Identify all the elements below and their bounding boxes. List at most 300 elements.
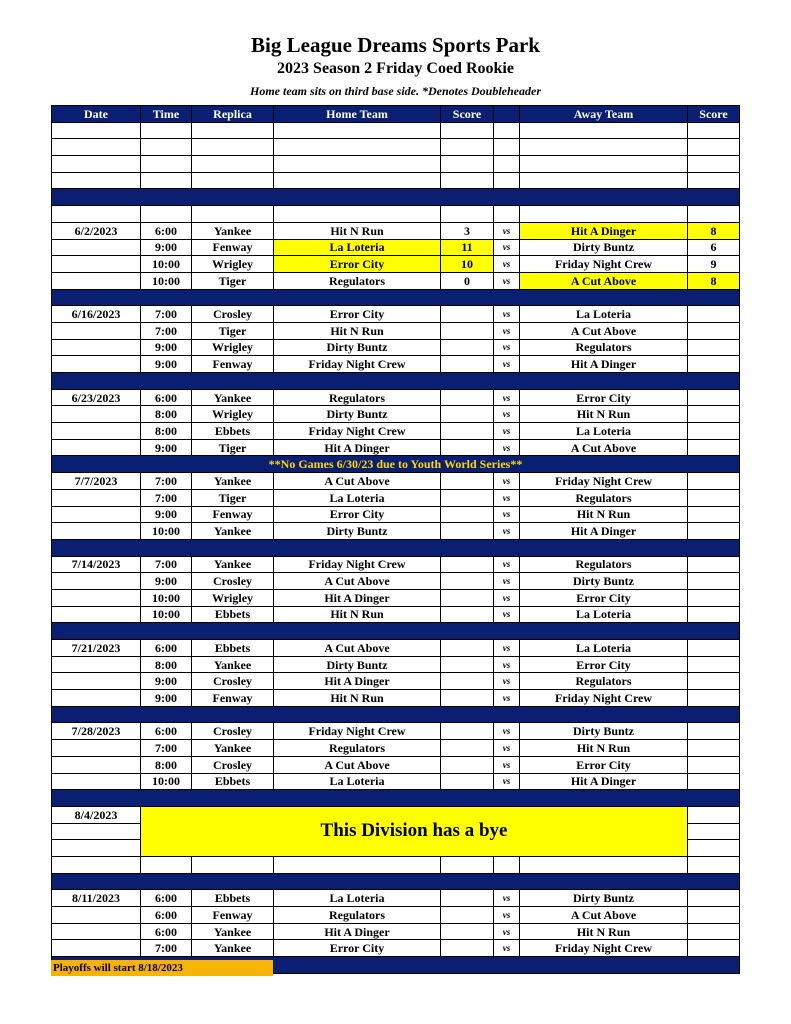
home-team-cell: Regulators [274, 272, 441, 289]
empty-cell [52, 156, 141, 173]
empty-cell [688, 823, 740, 840]
vs-cell: vs [494, 506, 520, 523]
game-row [52, 940, 740, 957]
date-cell [52, 339, 141, 356]
separator-row [52, 790, 740, 807]
replica-cell: Crosley [192, 673, 274, 690]
game-row [52, 439, 740, 456]
home-score-cell [441, 423, 494, 440]
home-score-cell [441, 890, 494, 907]
replica-cell: Tiger [192, 322, 274, 339]
time-cell: 6:00 [141, 389, 192, 406]
blank-row [52, 139, 740, 156]
away-score-cell: 8 [688, 272, 740, 289]
home-team-cell: Error City [274, 506, 441, 523]
home-score-cell [441, 389, 494, 406]
date-cell: 7/28/2023 [52, 723, 141, 740]
date-cell [52, 256, 141, 273]
replica-cell: Yankee [192, 523, 274, 540]
vs-cell: vs [494, 322, 520, 339]
home-score-cell [441, 723, 494, 740]
date-cell: 6/23/2023 [52, 389, 141, 406]
game-row [52, 523, 740, 540]
away-team-cell: Friday Night Crew [520, 690, 688, 707]
home-team-cell: Dirty Buntz [274, 339, 441, 356]
page-note: Home team sits on third base side. *Denotes Doubleheader [250, 84, 541, 98]
home-team-cell: A Cut Above [274, 573, 441, 590]
empty-cell [494, 156, 520, 173]
game-row [52, 406, 740, 423]
time-cell: 10:00 [141, 272, 192, 289]
time-cell: 7:00 [141, 489, 192, 506]
vs-cell: vs [494, 439, 520, 456]
empty-cell [52, 856, 141, 873]
home-score-cell [441, 573, 494, 590]
away-team-cell: Hit N Run [520, 923, 688, 940]
away-team-cell: Regulators [520, 673, 688, 690]
home-score-cell [441, 523, 494, 540]
away-team-cell: Dirty Buntz [520, 573, 688, 590]
date-cell [52, 940, 141, 957]
home-team-cell: Error City [274, 940, 441, 957]
replica-cell: Crosley [192, 306, 274, 323]
separator-row [52, 623, 740, 640]
replica-cell: Yankee [192, 556, 274, 573]
empty-cell [192, 156, 274, 173]
vs-cell: vs [494, 339, 520, 356]
away-score-cell [688, 489, 740, 506]
replica-cell: Crosley [192, 756, 274, 773]
home-score-cell [441, 589, 494, 606]
away-team-cell: Error City [520, 389, 688, 406]
home-score-cell [441, 356, 494, 373]
time-cell: 10:00 [141, 523, 192, 540]
game-row [52, 673, 740, 690]
away-team-cell: Hit N Run [520, 740, 688, 757]
empty-cell [688, 856, 740, 873]
time-cell: 6:00 [141, 907, 192, 924]
empty-cell [520, 172, 688, 189]
away-team-cell: A Cut Above [520, 272, 688, 289]
game-row [52, 656, 740, 673]
home-team-cell: Hit A Dinger [274, 589, 441, 606]
home-team-cell: Hit N Run [274, 222, 441, 239]
home-score-cell [441, 489, 494, 506]
time-cell: 6:00 [141, 723, 192, 740]
separator-cell [52, 790, 740, 807]
game-row [52, 222, 740, 239]
time-cell: 8:00 [141, 656, 192, 673]
vs-cell: vs [494, 606, 520, 623]
vs-cell: vs [494, 356, 520, 373]
empty-cell [494, 122, 520, 139]
empty-cell [274, 856, 441, 873]
replica-cell: Yankee [192, 656, 274, 673]
vs-cell: vs [494, 907, 520, 924]
separator-row [52, 539, 740, 556]
date-cell [52, 690, 141, 707]
replica-cell: Fenway [192, 239, 274, 256]
date-cell [52, 406, 141, 423]
game-row [52, 573, 740, 590]
replica-cell: Yankee [192, 940, 274, 957]
empty-cell [192, 206, 274, 223]
empty-cell [192, 172, 274, 189]
empty-cell [520, 139, 688, 156]
replica-cell: Crosley [192, 723, 274, 740]
empty-cell [141, 206, 192, 223]
replica-cell: Ebbets [192, 890, 274, 907]
home-score-cell [441, 923, 494, 940]
game-row [52, 256, 740, 273]
vs-cell: vs [494, 306, 520, 323]
away-score-cell [688, 923, 740, 940]
date-cell: 6/2/2023 [52, 222, 141, 239]
game-row [52, 923, 740, 940]
separator-cell [52, 189, 740, 206]
replica-cell: Yankee [192, 222, 274, 239]
separator-cell [52, 873, 740, 890]
home-score-cell [441, 506, 494, 523]
empty-cell [494, 139, 520, 156]
away-team-cell: A Cut Above [520, 439, 688, 456]
vs-cell: vs [494, 890, 520, 907]
home-team-cell: Friday Night Crew [274, 723, 441, 740]
home-score-cell [441, 740, 494, 757]
time-cell: 9:00 [141, 339, 192, 356]
separator-cell [52, 373, 740, 390]
home-score-cell [441, 756, 494, 773]
empty-cell [441, 206, 494, 223]
empty-cell [520, 856, 688, 873]
vs-cell: vs [494, 589, 520, 606]
empty-cell [494, 172, 520, 189]
empty-cell [52, 172, 141, 189]
replica-cell: Crosley [192, 573, 274, 590]
home-score-cell [441, 439, 494, 456]
vs-cell: vs [494, 523, 520, 540]
date-cell: 7/21/2023 [52, 640, 141, 657]
replica-cell: Ebbets [192, 423, 274, 440]
vs-cell: vs [494, 272, 520, 289]
away-score-cell [688, 640, 740, 657]
empty-cell [141, 139, 192, 156]
date-cell: 8/11/2023 [52, 890, 141, 907]
game-row [52, 306, 740, 323]
date-cell [52, 489, 141, 506]
home-team-cell: Hit N Run [274, 322, 441, 339]
away-score-cell [688, 606, 740, 623]
vs-cell: vs [494, 923, 520, 940]
game-row [52, 740, 740, 757]
away-team-cell: Hit A Dinger [520, 222, 688, 239]
vs-cell: vs [494, 573, 520, 590]
vs-cell: vs [494, 740, 520, 757]
replica-cell: Yankee [192, 473, 274, 490]
time-cell: 7:00 [141, 556, 192, 573]
away-team-cell: La Loteria [520, 306, 688, 323]
home-team-cell: Regulators [274, 907, 441, 924]
game-row [52, 690, 740, 707]
away-score-cell [688, 473, 740, 490]
col-time: Time [141, 106, 192, 123]
separator-row [52, 373, 740, 390]
time-cell: 6:00 [141, 640, 192, 657]
home-team-cell: Dirty Buntz [274, 656, 441, 673]
game-row [52, 723, 740, 740]
empty-cell [494, 856, 520, 873]
game-row [52, 890, 740, 907]
empty-cell [141, 172, 192, 189]
home-team-cell: Hit N Run [274, 690, 441, 707]
home-score-cell [441, 339, 494, 356]
date-cell [52, 423, 141, 440]
home-score-cell [441, 322, 494, 339]
time-cell: 6:00 [141, 923, 192, 940]
home-team-cell: A Cut Above [274, 756, 441, 773]
game-row [52, 640, 740, 657]
time-cell: 7:00 [141, 322, 192, 339]
empty-cell [52, 206, 141, 223]
home-team-cell: Dirty Buntz [274, 523, 441, 540]
date-cell: 7/7/2023 [52, 473, 141, 490]
home-score-cell [441, 306, 494, 323]
away-score-cell [688, 756, 740, 773]
playoffs-note: Playoffs will start 8/18/2023 [51, 960, 273, 976]
time-cell: 10:00 [141, 606, 192, 623]
away-score-cell [688, 690, 740, 707]
separator-cell [52, 539, 740, 556]
away-score-cell [688, 556, 740, 573]
replica-cell: Wrigley [192, 406, 274, 423]
home-score-cell: 3 [441, 222, 494, 239]
away-team-cell: Hit N Run [520, 406, 688, 423]
empty-cell [52, 139, 141, 156]
home-team-cell: Hit N Run [274, 606, 441, 623]
replica-cell: Yankee [192, 389, 274, 406]
blank-row [52, 156, 740, 173]
date-cell: 7/14/2023 [52, 556, 141, 573]
away-team-cell: Regulators [520, 489, 688, 506]
header-row [52, 106, 740, 123]
empty-cell [688, 806, 740, 823]
col-replica: Replica [192, 106, 274, 123]
empty-cell [520, 156, 688, 173]
date-cell [52, 523, 141, 540]
page-subtitle: 2023 Season 2 Friday Coed Rookie [277, 60, 514, 77]
away-score-cell: 6 [688, 239, 740, 256]
home-score-cell: 11 [441, 239, 494, 256]
away-team-cell: La Loteria [520, 606, 688, 623]
home-team-cell: Friday Night Crew [274, 556, 441, 573]
away-team-cell: Error City [520, 589, 688, 606]
away-team-cell: A Cut Above [520, 907, 688, 924]
empty-cell [192, 122, 274, 139]
vs-cell: vs [494, 473, 520, 490]
away-team-cell: Regulators [520, 556, 688, 573]
empty-cell [441, 172, 494, 189]
away-score-cell [688, 723, 740, 740]
date-cell [52, 272, 141, 289]
home-score-cell [441, 656, 494, 673]
home-team-cell: La Loteria [274, 489, 441, 506]
col-away-score: Score [688, 106, 740, 123]
game-row [52, 506, 740, 523]
separator-row [52, 189, 740, 206]
replica-cell: Wrigley [192, 256, 274, 273]
date-cell: 8/4/2023 [52, 806, 141, 823]
home-score-cell [441, 773, 494, 790]
time-cell: 10:00 [141, 256, 192, 273]
game-row [52, 773, 740, 790]
empty-cell [688, 206, 740, 223]
date-cell [52, 773, 141, 790]
away-team-cell: Dirty Buntz [520, 890, 688, 907]
empty-cell [274, 172, 441, 189]
time-cell: 8:00 [141, 423, 192, 440]
away-score-cell [688, 589, 740, 606]
away-score-cell [688, 339, 740, 356]
time-cell: 7:00 [141, 473, 192, 490]
replica-cell: Fenway [192, 907, 274, 924]
replica-cell: Fenway [192, 356, 274, 373]
vs-cell: vs [494, 406, 520, 423]
empty-cell [192, 139, 274, 156]
date-cell [52, 923, 141, 940]
home-score-cell: 0 [441, 272, 494, 289]
empty-cell [688, 139, 740, 156]
empty-cell [441, 139, 494, 156]
schedule-body [52, 122, 740, 973]
away-team-cell: La Loteria [520, 423, 688, 440]
home-score-cell [441, 406, 494, 423]
away-team-cell: Friday Night Crew [520, 256, 688, 273]
away-score-cell [688, 573, 740, 590]
bye-row [52, 806, 740, 823]
time-cell: 10:00 [141, 773, 192, 790]
replica-cell: Wrigley [192, 589, 274, 606]
date-cell [52, 673, 141, 690]
empty-cell [441, 856, 494, 873]
away-score-cell [688, 890, 740, 907]
away-score-cell [688, 406, 740, 423]
separator-cell [52, 623, 740, 640]
empty-cell [141, 856, 192, 873]
game-row [52, 423, 740, 440]
game-row [52, 339, 740, 356]
home-score-cell [441, 556, 494, 573]
vs-cell: vs [494, 640, 520, 657]
away-team-cell: Hit A Dinger [520, 773, 688, 790]
separator-row [52, 706, 740, 723]
blank-row [52, 122, 740, 139]
away-team-cell: Friday Night Crew [520, 473, 688, 490]
away-team-cell: La Loteria [520, 640, 688, 657]
game-row [52, 356, 740, 373]
game-row [52, 473, 740, 490]
time-cell: 7:00 [141, 940, 192, 957]
home-team-cell: La Loteria [274, 239, 441, 256]
game-row [52, 239, 740, 256]
away-team-cell: Hit A Dinger [520, 356, 688, 373]
empty-cell [441, 156, 494, 173]
date-cell: 6/16/2023 [52, 306, 141, 323]
away-score-cell [688, 740, 740, 757]
empty-cell [441, 122, 494, 139]
date-cell [52, 239, 141, 256]
home-team-cell: Hit A Dinger [274, 439, 441, 456]
away-score-cell [688, 439, 740, 456]
date-cell [52, 606, 141, 623]
time-cell: 7:00 [141, 740, 192, 757]
col-home-score: Score [441, 106, 494, 123]
home-score-cell [441, 673, 494, 690]
vs-cell: vs [494, 222, 520, 239]
time-cell: 9:00 [141, 673, 192, 690]
vs-cell: vs [494, 656, 520, 673]
date-cell [52, 907, 141, 924]
empty-cell [688, 156, 740, 173]
vs-cell: vs [494, 489, 520, 506]
empty-cell [494, 206, 520, 223]
date-cell [52, 356, 141, 373]
replica-cell: Yankee [192, 740, 274, 757]
game-row [52, 606, 740, 623]
replica-cell: Ebbets [192, 773, 274, 790]
away-team-cell: Hit N Run [520, 506, 688, 523]
time-cell: 9:00 [141, 239, 192, 256]
empty-cell [52, 840, 141, 857]
home-score-cell [441, 606, 494, 623]
time-cell: 8:00 [141, 406, 192, 423]
game-row [52, 556, 740, 573]
vs-cell: vs [494, 256, 520, 273]
empty-cell [520, 122, 688, 139]
replica-cell: Tiger [192, 439, 274, 456]
away-score-cell: 8 [688, 222, 740, 239]
empty-cell [274, 206, 441, 223]
separator-cell [52, 289, 740, 306]
away-score-cell [688, 356, 740, 373]
empty-cell [520, 206, 688, 223]
replica-cell: Wrigley [192, 339, 274, 356]
vs-cell: vs [494, 756, 520, 773]
game-row [52, 489, 740, 506]
home-score-cell [441, 940, 494, 957]
empty-cell [688, 172, 740, 189]
replica-cell: Fenway [192, 690, 274, 707]
blank-row [52, 172, 740, 189]
home-team-cell: Dirty Buntz [274, 406, 441, 423]
vs-cell: vs [494, 239, 520, 256]
away-score-cell [688, 423, 740, 440]
bye-banner: This Division has a bye [141, 806, 688, 856]
date-cell [52, 756, 141, 773]
time-cell: 9:00 [141, 356, 192, 373]
vs-cell: vs [494, 423, 520, 440]
time-cell: 7:00 [141, 306, 192, 323]
empty-cell [688, 122, 740, 139]
away-team-cell: Regulators [520, 339, 688, 356]
date-cell [52, 322, 141, 339]
date-cell [52, 506, 141, 523]
replica-cell: Tiger [192, 489, 274, 506]
away-score-cell [688, 523, 740, 540]
away-score-cell [688, 656, 740, 673]
away-score-cell [688, 673, 740, 690]
away-score-cell [688, 389, 740, 406]
away-team-cell: Error City [520, 656, 688, 673]
